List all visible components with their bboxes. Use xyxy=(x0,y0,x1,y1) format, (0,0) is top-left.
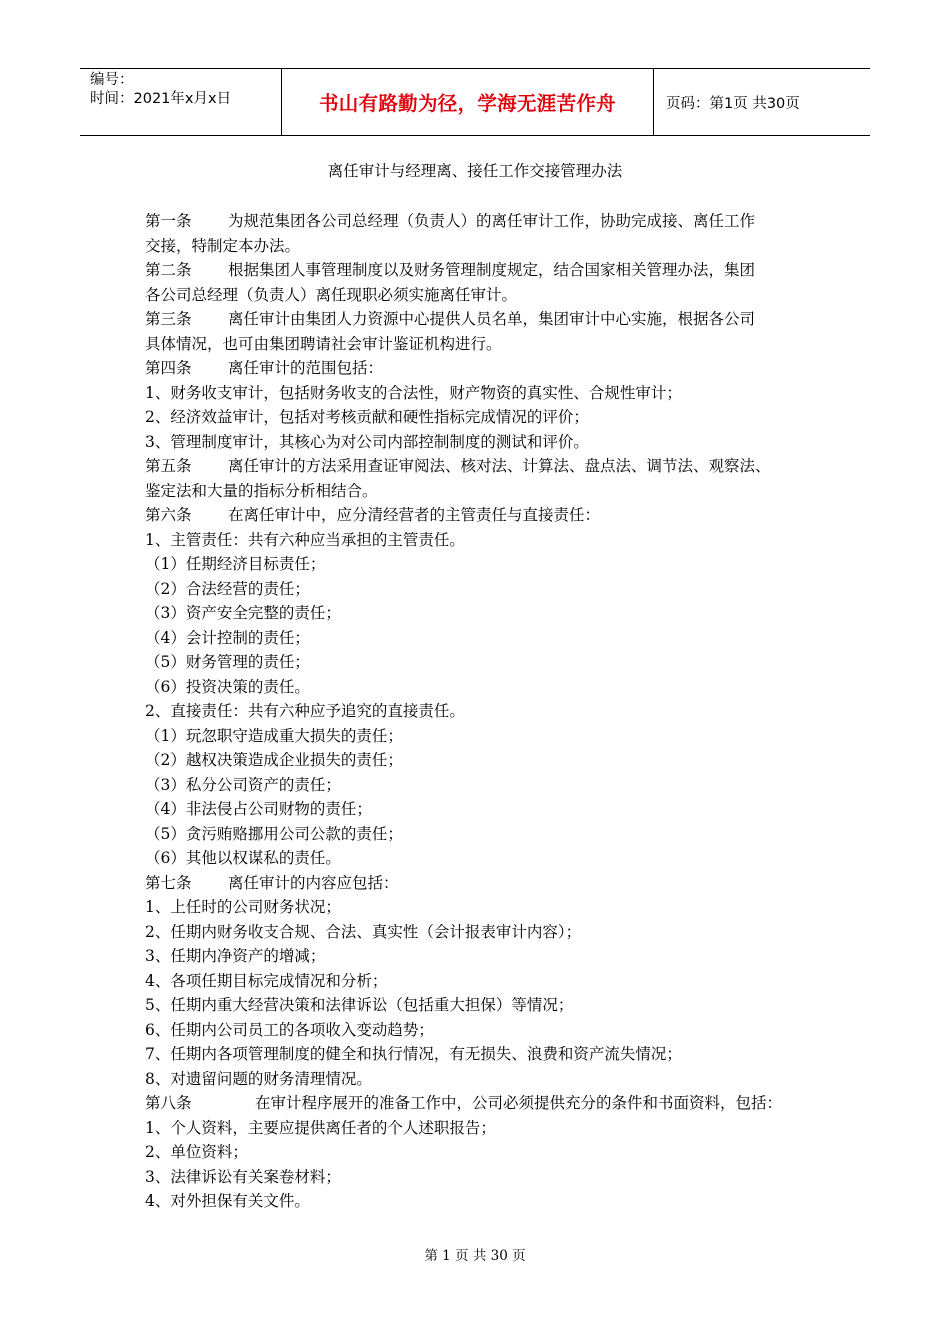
body-line: 7、任期内各项管理制度的健全和执行情况，有无损失、浪费和资产流失情况； xyxy=(145,1045,682,1063)
page-footer: 第 1 页 共 30 页 xyxy=(424,1248,526,1264)
body-line: 2、单位资料； xyxy=(145,1143,248,1161)
body-line: （3）资产安全完整的责任； xyxy=(145,604,341,622)
body-line: 1、上任时的公司财务状况； xyxy=(145,898,341,916)
body-line: 2、直接责任：共有六种应予追究的直接责任。 xyxy=(145,702,465,720)
article-text: 离任审计的方法采用查证审阅法、核对法、计算法、盘点法、调节法、观察法、 xyxy=(228,457,771,475)
article-number: 第三条 xyxy=(145,310,192,328)
body-line: （4）非法侵占公司财物的责任； xyxy=(145,800,372,818)
body-line: （1）玩忽职守造成重大损失的责任； xyxy=(145,726,403,745)
article-number: 第四条 xyxy=(145,359,192,377)
article-text: 离任审计的内容应包括： xyxy=(228,873,399,892)
body-line: （5）财务管理的责任； xyxy=(145,653,310,671)
document-title: 离任审计与经理离、接任工作交接管理办法 xyxy=(327,162,623,180)
page-header xyxy=(80,68,870,136)
number-label: 编号： xyxy=(90,72,134,88)
article-line xyxy=(145,356,817,381)
body-line: （4）会计控制的责任； xyxy=(145,628,310,647)
body-line: 具体情况，也可由集团聘请社会审计鉴证机构进行。 xyxy=(145,334,502,353)
article-number: 第一条 xyxy=(145,212,192,230)
body-line: 各公司总经理（负责人）离任现职必须实施离任审计。 xyxy=(145,285,518,304)
article-text: 离任审计的范围包括： xyxy=(228,359,384,377)
time-label: 时间：2021年x月x日 xyxy=(90,91,232,107)
body-line: （5）贪污贿赂挪用公司公款的责任； xyxy=(145,824,403,843)
body-line: 1、财务收支审计，包括财务收支的合法性，财产物资的真实性、合规性审计； xyxy=(145,383,682,402)
body-line: 4、对外担保有关文件。 xyxy=(145,1192,310,1210)
header-motto: 书山有路勤为径，学海无涯苦作舟 xyxy=(281,69,654,135)
body-line: 2、任期内财务收支合规、合法、真实性（会计报表审计内容）； xyxy=(145,922,582,941)
body-line: （2）越权决策造成企业损失的责任； xyxy=(145,751,403,769)
article-line xyxy=(145,503,817,528)
body-line: 鉴定法和大量的指标分析相结合。 xyxy=(145,481,378,500)
body-line: （2）合法经营的责任； xyxy=(145,579,310,598)
article-text: 为规范集团各公司总经理（负责人）的离任审计工作，协助完成接、离任工作 xyxy=(228,212,756,230)
body-line: 8、对遗留问题的财务清理情况。 xyxy=(145,1069,372,1088)
header-meta xyxy=(80,69,281,135)
article-text: 离任审计由集团人力资源中心提供人员名单，集团审计中心实施，根据各公司 xyxy=(228,310,756,328)
article-number: 第七条 xyxy=(145,873,192,892)
article-number: 第二条 xyxy=(145,261,192,279)
article-text: 在离任审计中，应分清经营者的主管责任与直接责任： xyxy=(228,506,601,524)
article-line xyxy=(145,258,817,283)
body-line: （1）任期经济目标责任； xyxy=(145,555,326,573)
article-line xyxy=(145,209,817,234)
body-line: 2、经济效益审计，包括对考核贡献和硬性指标完成情况的评价； xyxy=(145,408,589,426)
article-number: 第八条 xyxy=(145,1094,192,1112)
document-body xyxy=(145,209,817,1214)
article-line xyxy=(145,871,817,896)
body-line: 3、法律诉讼有关案卷材料； xyxy=(145,1167,341,1186)
body-line: 交接，特制定本办法。 xyxy=(145,236,301,255)
article-line xyxy=(145,1091,817,1116)
article-line xyxy=(145,307,817,332)
article-text: 在审计程序展开的准备工作中，公司必须提供充分的条件和书面资料，包括： xyxy=(255,1094,783,1112)
body-line: （6）投资决策的责任。 xyxy=(145,677,310,696)
body-line: 6、任期内公司员工的各项收入变动趋势； xyxy=(145,1020,434,1039)
body-line: 1、个人资料，主要应提供离任者的个人述职报告； xyxy=(145,1118,496,1137)
body-line: 3、管理制度审计，其核心为对公司内部控制制度的测试和评价。 xyxy=(145,432,589,451)
header-page-info: 页码：第1页 共30页 xyxy=(666,95,800,112)
body-line: 4、各项任期目标完成情况和分析； xyxy=(145,971,388,990)
article-number: 第六条 xyxy=(145,506,192,524)
body-line: （6）其他以权谋私的责任。 xyxy=(145,849,341,867)
body-line: （3）私分公司资产的责任； xyxy=(145,775,341,794)
body-line: 3、任期内净资产的增减； xyxy=(145,947,326,965)
article-number: 第五条 xyxy=(145,457,192,475)
body-line: 1、主管责任：共有六种应当承担的主管责任。 xyxy=(145,530,465,549)
article-text: 根据集团人事管理制度以及财务管理制度规定，结合国家相关管理办法，集团 xyxy=(228,261,756,279)
body-line: 5、任期内重大经营决策和法律诉讼（包括重大担保）等情况； xyxy=(145,996,574,1014)
article-line xyxy=(145,454,817,479)
